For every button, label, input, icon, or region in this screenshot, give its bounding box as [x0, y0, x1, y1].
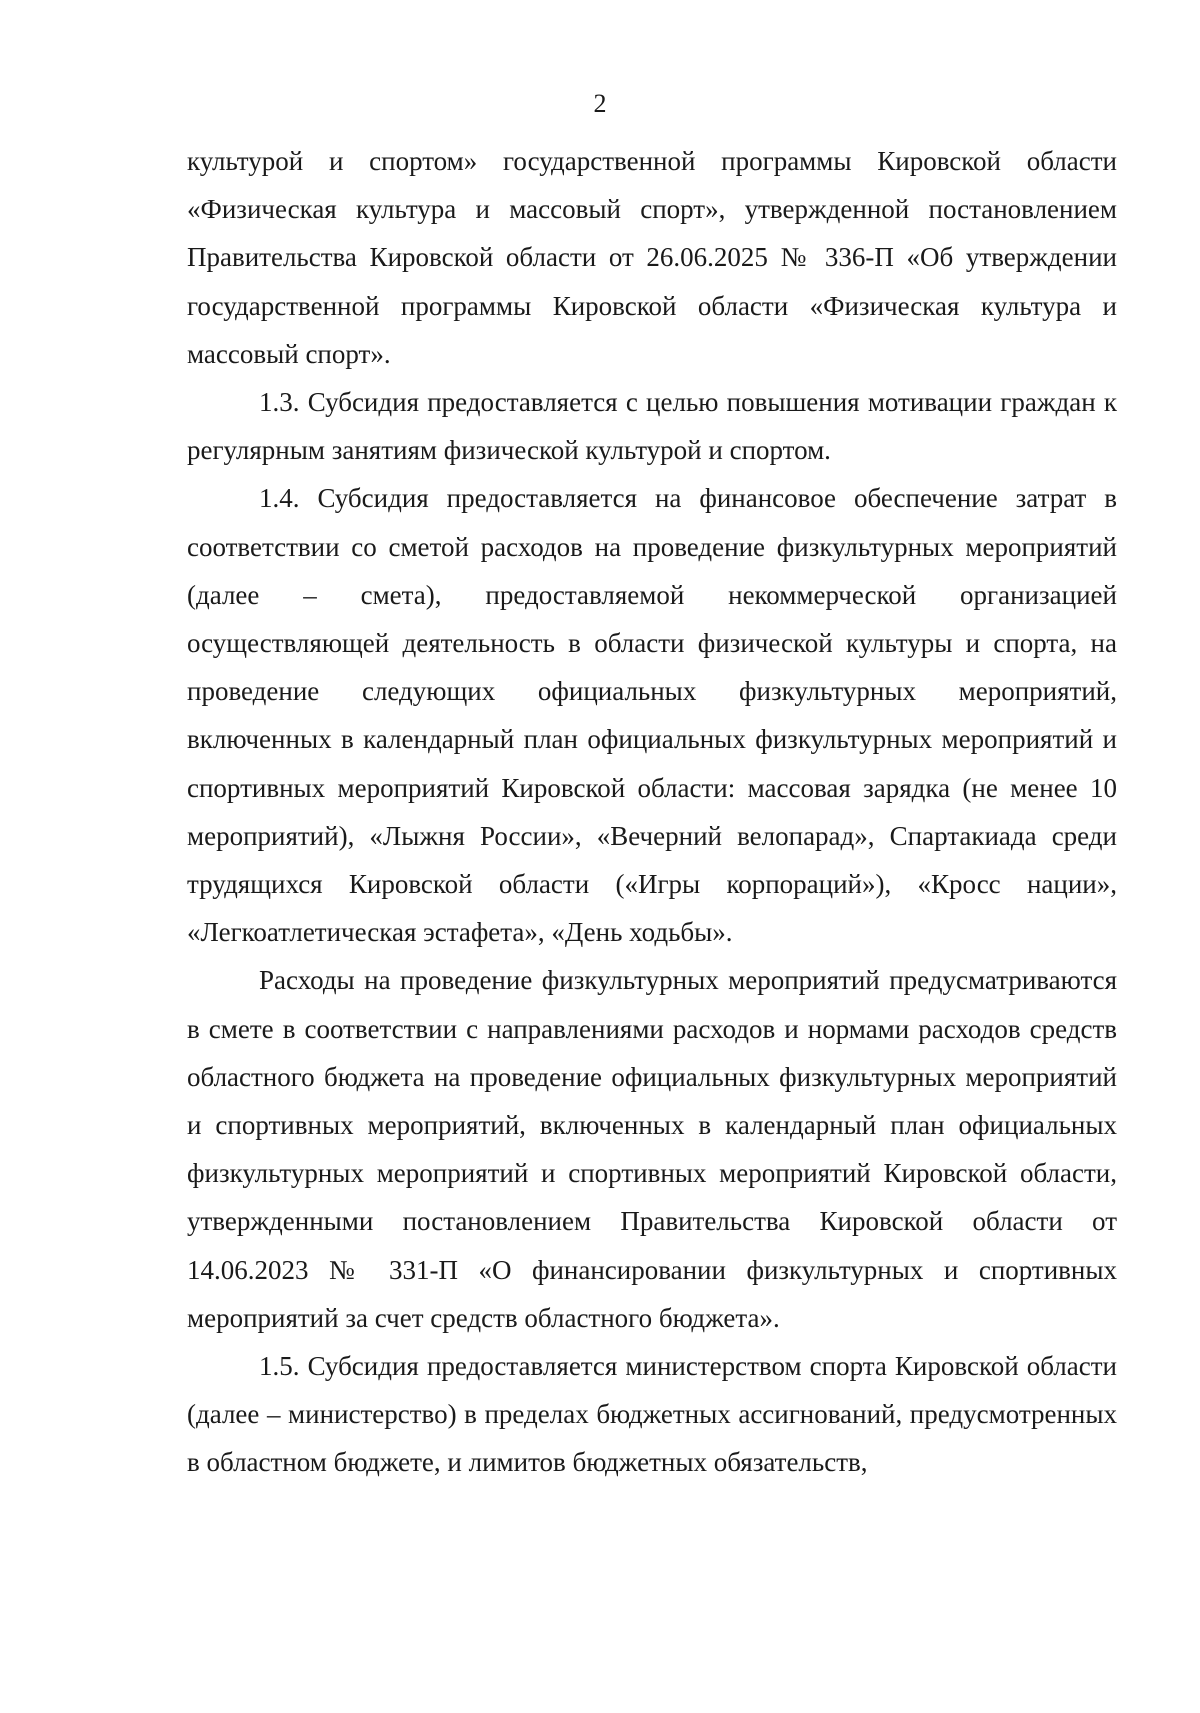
paragraph-1-5: 1.5. Субсидия предоставляется министерством спорта Кировской области (далее – министерство) в пределах бюджетных ассигнований, предусмотренных в областном бюджете, и лимитов бюджетных обязательств, — [187, 1351, 1117, 1478]
paragraph-1-3: 1.3. Субсидия предоставляется с целью повышения мотивации граждан к регулярным занятиям физической культурой и спортом. — [187, 387, 1117, 466]
paragraph-continuation: культурой и спортом» государственной программы Кировской области «Физическая культура и массовый спорт», утвержденной постановлением Правительства Кировской области от 26.06.2025 № 336-П «Об утверждении государственной программы Кировской области «Физическая культура и массовый спорт». — [187, 146, 1117, 369]
page-number: 2 — [593, 89, 607, 118]
paragraph-expenses: Расходы на проведение физкультурных мероприятий предусматриваются в смете в соответствии с направлениями расходов и нормами расходов средств областного бюджета на проведение официальных физкультурных мероприятий и спортивных мероприятий, включенных в календарный план официальных физкультурных мероприятий и спортивных мероприятий Кировской области, утвержденными постановлением Правительства Кировской области от 14.06.2023 № 331-П «О финансировании физкультурных и спортивных мероприятий за счет средств областного бюджета». — [187, 965, 1117, 1333]
document-body — [187, 137, 1117, 1487]
paragraph-1-4: 1.4. Субсидия предоставляется на финансовое обеспечение затрат в соответствии со сметой расходов на проведение физкультурных мероприятий (далее – смета), предоставляемой некоммерческой организацией осуществляющей деятельность в области физической культуры и спорта, на проведение следующих официальных физкультурных мероприятий, включенных в календарный план официальных физкультурных мероприятий и спортивных мероприятий Кировской области: массовая зарядка (не менее 10 мероприятий), «Лыжня России», «Вечерний велопарад», Спартакиада среди трудящихся Кировской области («Игры корпораций»), «Кросс нации», «Легкоатлетическая эстафета», «День ходьбы». — [187, 483, 1117, 948]
